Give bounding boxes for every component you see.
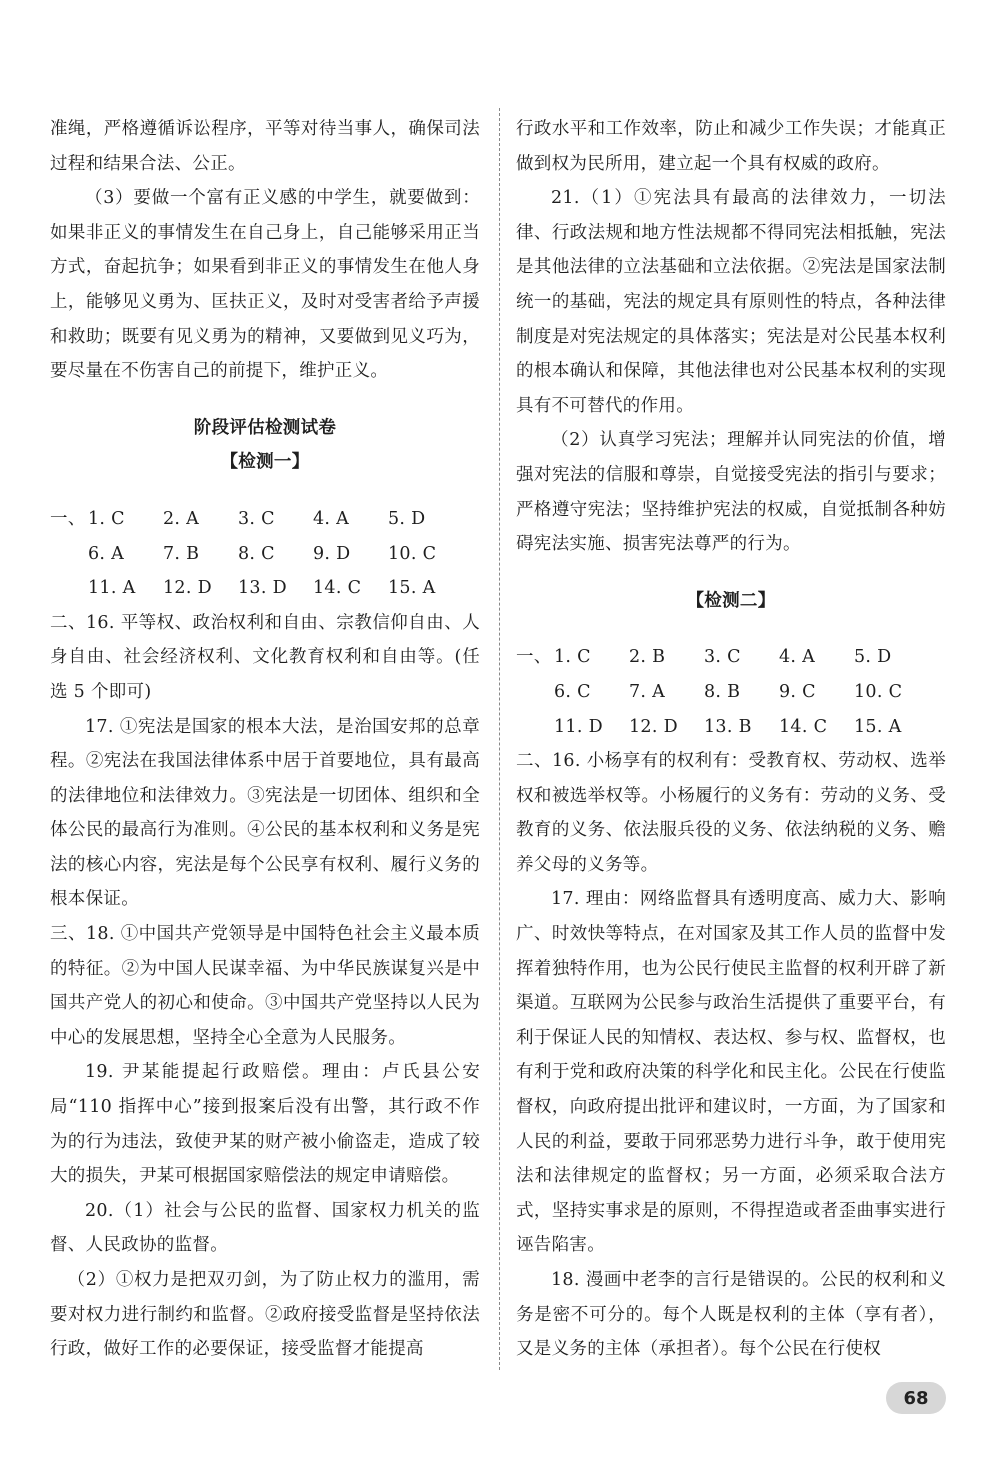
answer: 3. C	[238, 508, 275, 529]
answer-19: 19. 尹某能提起行政赔偿。理由：卢氏县公安局“110 指挥中心”接到报案后没有出警，其行政不作为的行为违法，致使尹某的财产被小偷盗走，造成了较大的损失，尹某可根据国家赔偿法的规定申请赔偿。	[50, 1062, 480, 1187]
answer: 15. A	[388, 578, 436, 599]
answer: 5. D	[388, 508, 426, 529]
answer-row	[516, 710, 946, 745]
paragraph: （3）要做一个富有正义感的中学生，就要做到：如果非正义的事情发生在自己身上，自己能够采用正当方式，奋起抗争；如果看到非正义的事情发生在他人身上，能够见义勇为、匡扶正义，及时对受害者给予声援和救助；既要有见义勇为的精神，又要做到见义巧为，要尽量在不伤害自己的前提下，维护正义。	[50, 188, 480, 382]
test-title: 【检测二】	[686, 590, 776, 611]
answer: 11. D	[554, 716, 603, 737]
left-column	[50, 112, 480, 1367]
test-title: 【检测一】	[220, 452, 310, 473]
answer-17: 17. ①宪法是国家的根本大法，是治国安邦的总章程。②宪法在我国法律体系中居于首要地位，具有最高的法律地位和法律效力。③宪法是一切团体、组织和全体公民的最高行为准则。④公民的基本权利和义务是宪法的核心内容，宪法是每个公民享有权利、履行义务的根本保证。	[50, 716, 480, 910]
answer: 13. D	[238, 578, 287, 599]
column-divider	[499, 108, 500, 1370]
answer-21-2: （2）认真学习宪法；理解并认同宪法的价值，增强对宪法的信服和尊崇，自觉接受宪法的指引与要求；严格遵守宪法；坚持维护宪法的权威，自觉抵制各种妨碍宪法实施、损害宪法尊严的行为。	[516, 430, 946, 555]
answer-18: 三、18. ①中国共产党领导是中国特色社会主义最本质的特征。②为中国人民谋幸福、为中华民族谋复兴是中国共产党人的初心和使命。③中国共产党坚持以人民为中心的发展思想，坚持全心全意为人民服务。	[50, 924, 480, 1048]
answer: 4. A	[313, 508, 350, 529]
answer-row	[50, 502, 480, 537]
answer: 1. C	[554, 647, 591, 668]
answer: 12. D	[629, 716, 678, 737]
answer: 9. D	[313, 543, 351, 564]
answer: 12. D	[163, 578, 212, 599]
answer-lead: 一、	[516, 647, 552, 668]
answer: 6. C	[554, 681, 591, 702]
answer: 8. C	[238, 543, 275, 564]
page-number: 68	[886, 1382, 946, 1414]
paragraph: 行政水平和工作效率，防止和减少工作失误；才能真正做到权为民所用，建立起一个具有权威的政府。	[516, 119, 946, 174]
answer: 4. A	[779, 647, 816, 668]
answer-16: 二、16. 小杨享有的权利有：受教育权、劳动权、选举权和被选举权等。小杨履行的义务有：劳动的义务、受教育的义务、依法服兵役的义务、依法纳税的义务、赡养父母的义务等。	[516, 751, 946, 875]
answer: 10. C	[388, 543, 437, 564]
answer: 8. B	[704, 681, 741, 702]
section-title: 阶段评估检测试卷	[193, 417, 337, 438]
answer-row	[50, 571, 480, 606]
answer: 1. C	[88, 508, 125, 529]
answer: 14. C	[779, 716, 828, 737]
answer-21-1: 21.（1）①宪法具有最高的法律效力，一切法律、行政法规和地方性法规都不得同宪法相抵触，宪法是其他法律的立法基础和立法依据。②宪法是国家法制统一的基础，宪法的规定具有原则性的特点，各种法律制度是对宪法规定的具体落实；宪法是对公民基本权利的根本确认和保障，其他法律也对公民基本权利的实现具有不可替代的作用。	[516, 188, 946, 416]
answer-16: 二、16. 平等权、政治权利和自由、宗教信仰自由、人身自由、社会经济权利、文化教育权利和自由等。(任选 5 个即可)	[50, 612, 480, 702]
answer: 2. A	[163, 508, 200, 529]
answer-row	[516, 675, 946, 710]
answer-row	[516, 640, 946, 675]
answer-20-2: （2）①权力是把双刃剑，为了防止权力的滥用，需要对权力进行制约和监督。②政府接受监督是坚持依法行政，做好工作的必要保证，接受监督才能提高	[50, 1270, 480, 1360]
answer: 5. D	[854, 647, 892, 668]
answer-20-1: 20.（1）社会与公民的监督、国家权力机关的监督、人民政协的监督。	[50, 1200, 480, 1256]
paragraph: 准绳，严格遵循诉讼程序，平等对待当事人，确保司法过程和结果合法、公正。	[50, 119, 480, 174]
answer-row	[50, 537, 480, 572]
answer: 7. B	[163, 543, 200, 564]
answer: 15. A	[854, 716, 902, 737]
answer-lead: 一、	[50, 508, 86, 529]
answer: 6. A	[88, 543, 125, 564]
answer: 13. B	[704, 716, 752, 737]
answer: 2. B	[629, 647, 666, 668]
answer-18: 18. 漫画中老李的言行是错误的。公民的权利和义务是密不可分的。每个人既是权利的主体（享有者），又是义务的主体（承担者）。每个公民在行使权	[516, 1270, 946, 1360]
answer: 14. C	[313, 578, 362, 599]
answer: 11. A	[88, 578, 136, 599]
answer: 7. A	[629, 681, 666, 702]
right-column	[516, 112, 946, 1367]
answer: 10. C	[854, 681, 903, 702]
answer: 3. C	[704, 647, 741, 668]
answer-17: 17. 理由：网络监督具有透明度高、威力大、影响广、时效快等特点，在对国家及其工作人员的监督中发挥着独特作用，也为公民行使民主监督的权利开辟了新渠道。互联网为公民参与政治生活提供了重要平台，有利于保证人民的知情权、表达权、参与权、监督权，也有利于党和政府决策的科学化和民主化。公民在行使监督权，向政府提出批评和建议时，一方面，为了国家和人民的利益，要敢于同邪恶势力进行斗争，敢于使用宪法和法律规定的监督权；另一方面，必须采取合法方式，坚持实事求是的原则，不得捏造或者歪曲事实进行诬告陷害。	[516, 889, 946, 1256]
answer: 9. C	[779, 681, 816, 702]
